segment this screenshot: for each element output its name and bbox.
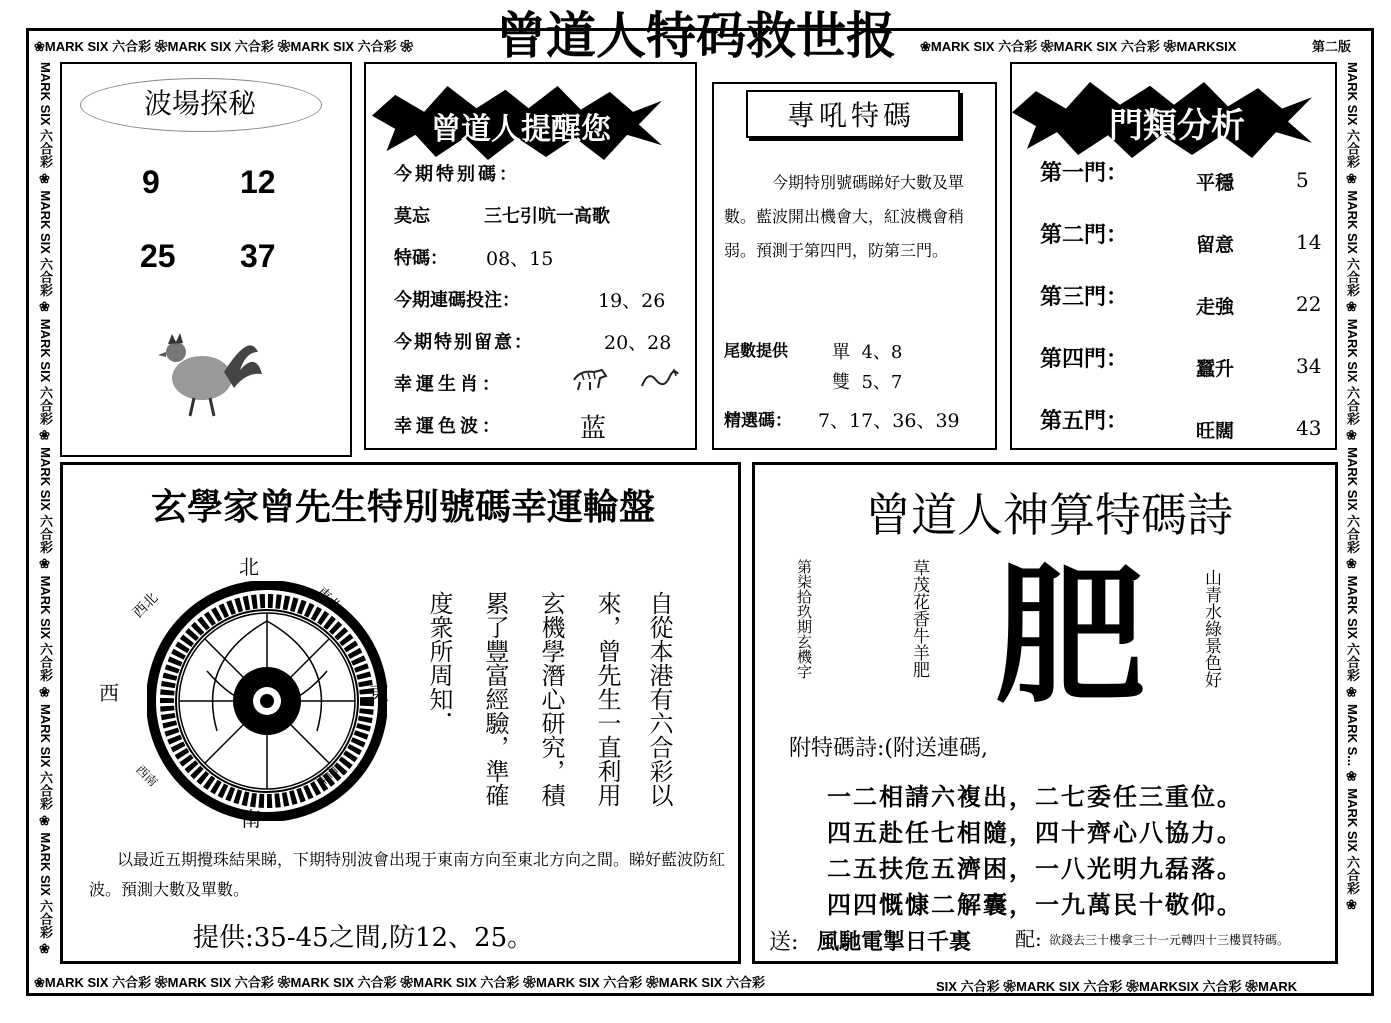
watch-label: 今期特别留意： xyxy=(394,332,534,353)
watch-value: 20、28 xyxy=(604,332,672,354)
gate-word: 蠶升 xyxy=(1196,358,1235,380)
direction-northwest: 西北 xyxy=(130,590,162,622)
edition-label: 第二版 xyxy=(1312,40,1352,55)
tail-even: 雙 5、7 xyxy=(832,372,903,393)
direction-southeast: 東南 xyxy=(313,762,341,790)
wave-number: 25 xyxy=(140,238,176,274)
wheel-heading: 玄學家曾先生特別號碼幸運輪盤 xyxy=(150,487,655,528)
direction-north: 北 xyxy=(239,555,259,579)
gates-heading: 門類分析 xyxy=(1109,106,1245,146)
wheel-note: 以最近五期攪珠結果睇，下期特別波會出現于東南方向至東北方向之間。睇好藍波防紅波。預測大數及單數。 xyxy=(89,850,726,899)
wheel-panel xyxy=(60,462,741,964)
reminder-panel xyxy=(364,62,697,450)
wheel-column: 累了豐富經驗，準確 xyxy=(481,591,509,807)
wave-number: 12 xyxy=(240,164,276,200)
attach-label: 附特碼詩:(附送連碼, xyxy=(789,736,988,761)
reminder-heading: 曾道人提醒您 xyxy=(431,112,611,147)
focus-body: 今期特別號碼睇好大數及單數。藍波開出機會大，紅波機會稍弱。預測于第四門，防第三門。 xyxy=(724,173,965,260)
dragon-icon xyxy=(640,366,680,392)
gate-row xyxy=(1040,156,1330,196)
tiger-icon xyxy=(570,366,610,392)
gate-word: 平穩 xyxy=(1196,172,1235,194)
gate-row xyxy=(1040,342,1330,382)
gate-label: 第二門： xyxy=(1040,222,1129,248)
poem-panel xyxy=(752,462,1338,964)
wave-heading: 波場探秘 xyxy=(143,87,256,120)
gate-number: 43 xyxy=(1296,416,1322,440)
wheel-column: 度衆所周知． xyxy=(425,591,453,735)
gate-row xyxy=(1040,280,1330,320)
poem-line: 三七引吭一高歌 xyxy=(484,206,610,227)
direction-northeast: 東北 xyxy=(312,584,344,616)
zodiac-label: 幸運生肖： xyxy=(394,374,504,395)
poem-heading: 曾道人神算特碼詩 xyxy=(865,488,1233,542)
wave-number: 9 xyxy=(142,164,160,200)
footer-strip-left: ❀MARK SIX 六合彩 ❀MARK SIX 六合彩 ❀MARK SIX 六合彩 ❀MARK SIX 六合彩 ❀MARK SIX 六合彩 ❀MARK SIX 六合彩 xyxy=(34,975,765,990)
direction-west: 西 xyxy=(99,681,119,705)
page-title: 曾道人特码救世报 xyxy=(496,7,896,65)
combo-label: 今期連碼投注： xyxy=(394,290,520,311)
special-code-label: 今期特别碼： xyxy=(394,164,520,185)
gate-row xyxy=(1040,218,1330,258)
lucky-wheel xyxy=(147,581,387,821)
send-value: 風馳電掣日千裏 xyxy=(817,929,972,955)
poem-verse: 四五赴任七相隨，四十齊心八協力。 xyxy=(827,818,1243,847)
wheel-column: 自從本港有六合彩以 xyxy=(645,591,673,807)
color-label: 幸運色波： xyxy=(394,416,504,437)
send-label: 送: xyxy=(769,930,799,955)
big-character: 肥 xyxy=(994,550,1145,724)
poem-verse: 四四慨慷二解囊，一九萬民十敬仰。 xyxy=(827,890,1243,919)
gate-word: 旺闊 xyxy=(1196,420,1235,442)
gate-number: 14 xyxy=(1296,230,1322,254)
gate-label: 第四門： xyxy=(1040,346,1129,372)
side-strip-left: MARK SIX 六合彩 ❀ MARK SIX 六合彩 ❀ MARK SIX 六合彩 ❀ MARK SIX 六合彩 ❀ MARK SIX 六合彩 ❀ MARK SIX 六合彩 ❀ MARK SIX 六合彩 ❀ xyxy=(38,62,53,958)
tail-label: 尾數提供 xyxy=(724,341,789,360)
gate-number: 5 xyxy=(1296,168,1309,192)
pick-value: 7、17、36、39 xyxy=(818,410,960,432)
gate-word: 走強 xyxy=(1196,296,1235,318)
code-value: 08、15 xyxy=(486,248,554,270)
code-label: 特碼： xyxy=(394,248,448,269)
poem-line-right: 山青水綠景色好 xyxy=(1201,569,1221,688)
poem-verse: 一二相請六複出，二七委任三重位。 xyxy=(827,782,1243,811)
wave-panel xyxy=(60,62,352,457)
direction-east: 東 xyxy=(369,681,389,705)
poem-verse: 二五扶危五濟困，一八光明九磊落。 xyxy=(827,854,1243,883)
wave-number: 37 xyxy=(240,238,276,274)
tail-odd: 單 4、8 xyxy=(832,342,903,363)
pair-value: 欲錢去三十樓拿三十一元轉四十三樓買特碼。 xyxy=(1049,933,1290,947)
poem-label: 莫忘 xyxy=(394,206,430,227)
wheel-column: 來，曾先生一直利用 xyxy=(593,591,621,807)
poem-line-left: 草茂花香牛羊肥 xyxy=(909,559,929,678)
pair-label: 配: xyxy=(1015,927,1042,951)
direction-southwest: 西南 xyxy=(133,762,161,790)
gate-word: 留意 xyxy=(1196,234,1235,256)
direction-south: 南 xyxy=(241,807,261,831)
gate-number: 34 xyxy=(1296,354,1322,378)
pick-label: 精選碼： xyxy=(724,411,792,431)
gates-panel xyxy=(1010,62,1337,450)
gate-label: 第一門： xyxy=(1040,160,1129,186)
footer-strip-right: SIX 六合彩 ❀MARK SIX 六合彩 ❀MARKSIX 六合彩 ❀MARK xyxy=(936,979,1298,994)
gate-number: 22 xyxy=(1296,292,1322,316)
side-strip-right: MARK SIX 六合彩 ❀ MARK SIX 六合彩 ❀ MARK SIX 六合彩 ❀ MARK SIX 六合彩 ❀ MARK SIX 六合彩 ❀ MARK S... ❀ MARK SIX 六合彩 ❀ xyxy=(1345,62,1360,914)
rooster-image xyxy=(154,322,264,422)
wheel-provide: 提供:35-45之間,防12、25。 xyxy=(193,923,534,953)
focus-panel xyxy=(712,82,997,450)
gate-label: 第五門： xyxy=(1040,408,1129,434)
header-strip-left: ❀MARK SIX 六合彩 ❀MARK SIX 六合彩 ❀MARK SIX 六合彩 ❀ xyxy=(34,39,414,54)
gate-row xyxy=(1040,404,1330,444)
header-strip-right: ❀MARK SIX 六合彩 ❀MARK SIX 六合彩 ❀MARKSIX xyxy=(920,39,1237,54)
color-value: 蓝 xyxy=(580,414,607,444)
poem-period: 第柒拾玖期玄機字 xyxy=(795,559,813,679)
wheel-column: 玄機學潛心研究，積 xyxy=(537,591,565,807)
focus-heading: 專吼特碼 xyxy=(786,99,915,132)
gate-label: 第三門： xyxy=(1040,284,1129,310)
combo-value: 19、26 xyxy=(598,290,666,312)
